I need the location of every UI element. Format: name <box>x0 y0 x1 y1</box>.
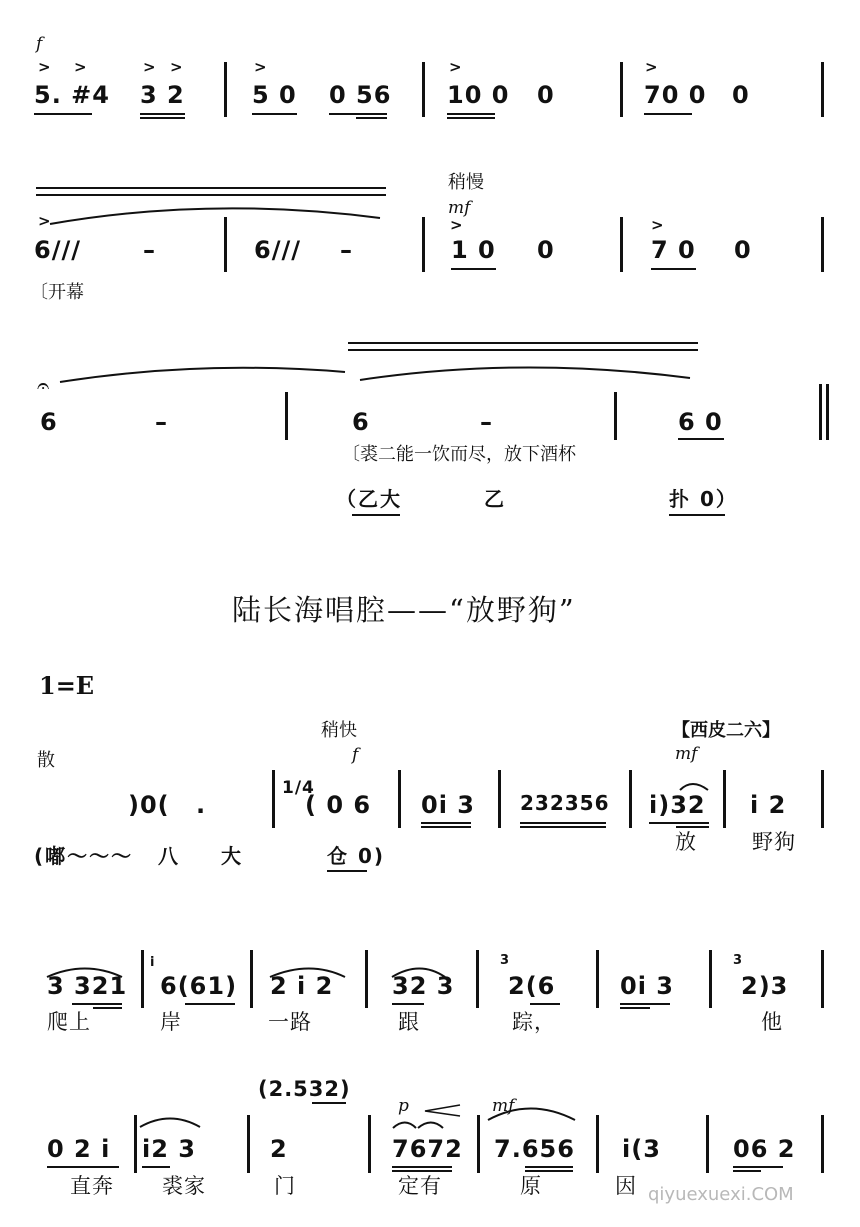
measure-notes: 7 0 <box>651 236 696 264</box>
barline <box>821 770 824 828</box>
grace-note: 3 <box>733 953 743 968</box>
measure-notes: 06 2 <box>733 1135 796 1163</box>
measure-notes: . <box>196 791 207 819</box>
lyric: 原 <box>520 1174 542 1198</box>
measure-notes: 2(6 <box>508 972 556 1000</box>
measure-notes: 0i 3 <box>421 791 475 819</box>
percussion-part: 大 <box>221 844 243 868</box>
measure-notes: 3 321 <box>47 972 128 1000</box>
grace-note: 3 <box>500 953 510 968</box>
measure-notes: 6 0 <box>678 408 723 436</box>
measure-notes: 6/// <box>34 236 81 264</box>
barline <box>821 62 824 117</box>
measure-notes: 6(61) <box>160 972 238 1000</box>
lyric: 踪， <box>512 1010 556 1034</box>
measure-notes: 7672 <box>392 1135 463 1163</box>
percussion-part: （乙大 <box>336 487 402 511</box>
barline <box>224 62 227 117</box>
percussion-part: 乙 <box>484 487 506 511</box>
dynamic-mf: mf <box>492 1096 515 1116</box>
barline <box>368 1115 371 1173</box>
measure-notes: i)32 <box>649 791 706 819</box>
percussion-part: 仓 0) <box>327 844 386 868</box>
accent-mark: > <box>38 58 51 76</box>
dynamic-mf: mf <box>675 744 698 764</box>
measure-notes: 7.656 <box>494 1135 575 1163</box>
accent-mark: > <box>651 216 664 234</box>
lyric: 野狗 <box>752 830 796 854</box>
barline <box>134 1115 137 1173</box>
percussion-part: 八 <box>158 844 180 868</box>
barline <box>141 950 144 1008</box>
dynamic-f: f <box>36 34 43 54</box>
lyric: 爬上 <box>47 1010 91 1034</box>
lyric: 跟 <box>398 1010 420 1034</box>
barline <box>596 950 599 1008</box>
measure-notes: )0( <box>128 791 170 819</box>
measure-notes: 1 0 <box>451 236 496 264</box>
measure-notes: 70 0 <box>644 81 707 109</box>
measure-notes: 32 3 <box>392 972 455 1000</box>
measure-notes: 0 <box>537 81 555 109</box>
measure-notes: 6/// <box>254 236 301 264</box>
barline <box>723 770 726 828</box>
barline <box>821 950 824 1008</box>
measure-notes: 0 <box>734 236 752 264</box>
measure-notes: 0 2 i <box>47 1135 111 1163</box>
dynamic-p: p <box>398 1096 409 1116</box>
measure-notes: 5. #4 <box>34 81 110 109</box>
accent-mark: > <box>38 212 51 230</box>
percussion-part: 扑 0） <box>669 487 738 511</box>
barline <box>422 217 425 272</box>
mode-label: 【西皮二六】 <box>672 720 780 741</box>
barline <box>224 217 227 272</box>
barline <box>826 384 829 440</box>
barline <box>709 950 712 1008</box>
measure-notes: 2)3 <box>741 972 789 1000</box>
lyric: 放 <box>675 830 697 854</box>
accent-mark: > <box>170 58 183 76</box>
measure-notes: – <box>340 236 353 264</box>
lyric: 因 <box>615 1174 637 1198</box>
measure-notes: 3 2 <box>140 81 185 109</box>
tempo-marking: 稍快 <box>321 720 357 741</box>
lyric: 门 <box>274 1174 296 1198</box>
accent-mark: > <box>450 216 463 234</box>
measure-notes: 0i 3 <box>620 972 674 1000</box>
barline <box>620 62 623 117</box>
measure-notes: 0 <box>537 236 555 264</box>
lyric: 直奔 <box>70 1174 114 1198</box>
barline <box>629 770 632 828</box>
dynamic-mf: mf <box>448 198 471 218</box>
measure-notes: 0 56 <box>329 81 392 109</box>
measure-notes: 2 i 2 <box>270 972 334 1000</box>
barline <box>285 392 288 440</box>
accent-mark: > <box>645 58 658 76</box>
measure-notes: 6 <box>40 408 58 436</box>
measure-notes: – <box>480 408 493 436</box>
barline <box>498 770 501 828</box>
measure-notes: – <box>143 236 156 264</box>
measure-notes: ( 0 6 <box>305 791 372 819</box>
free-tempo-marking: 散 <box>37 750 55 771</box>
measure-notes: – <box>155 408 168 436</box>
barline <box>706 1115 709 1173</box>
barline <box>821 217 824 272</box>
measure-notes: i 2 <box>750 791 787 819</box>
measure-notes: 232356 <box>520 791 610 815</box>
accent-mark: > <box>74 58 87 76</box>
barline <box>247 1115 250 1173</box>
dynamic-f: f <box>352 745 359 765</box>
percussion-part: (嘟～～～ <box>34 844 134 868</box>
barline <box>596 1115 599 1173</box>
measure-notes: 10 0 <box>447 81 510 109</box>
measure-notes: i2 3 <box>142 1135 196 1163</box>
barline <box>477 1115 480 1173</box>
accent-mark: > <box>449 58 462 76</box>
barline <box>398 770 401 828</box>
lyric: 他 <box>761 1010 783 1034</box>
barline <box>250 950 253 1008</box>
lyric: 岸 <box>160 1010 182 1034</box>
page-title: 陆长海唱腔——“放野狗” <box>232 593 576 627</box>
lyric: 一路 <box>268 1010 312 1034</box>
barline <box>620 217 623 272</box>
ossia-notes: (2.532) <box>258 1077 351 1101</box>
barline <box>614 392 617 440</box>
barline <box>422 62 425 117</box>
barline <box>819 384 822 440</box>
barline <box>365 950 368 1008</box>
measure-notes: 0 <box>732 81 750 109</box>
key-signature: 1=E <box>39 671 95 700</box>
measure-notes: 2 <box>270 1135 288 1163</box>
barline <box>821 1115 824 1173</box>
lyric: 裘家 <box>162 1174 206 1198</box>
accent-mark: > <box>143 58 156 76</box>
tempo-marking: 稍慢 <box>448 172 484 193</box>
barline <box>476 950 479 1008</box>
barline <box>272 770 275 828</box>
fermata-icon: 𝄐 <box>37 374 50 399</box>
stage-direction: 〔开幕 <box>30 282 84 303</box>
watermark: qiyuexuexi.COM <box>648 1184 794 1205</box>
lyric: 定有 <box>398 1174 442 1198</box>
measure-notes: 6 <box>352 408 370 436</box>
time-signature: 1/4 <box>282 778 315 798</box>
accent-mark: > <box>254 58 267 76</box>
stage-direction: 〔裘二能一饮而尽，放下酒杯 <box>342 444 576 465</box>
grace-note: i <box>150 955 155 970</box>
measure-notes: i(3 <box>622 1135 661 1163</box>
measure-notes: 5 0 <box>252 81 297 109</box>
